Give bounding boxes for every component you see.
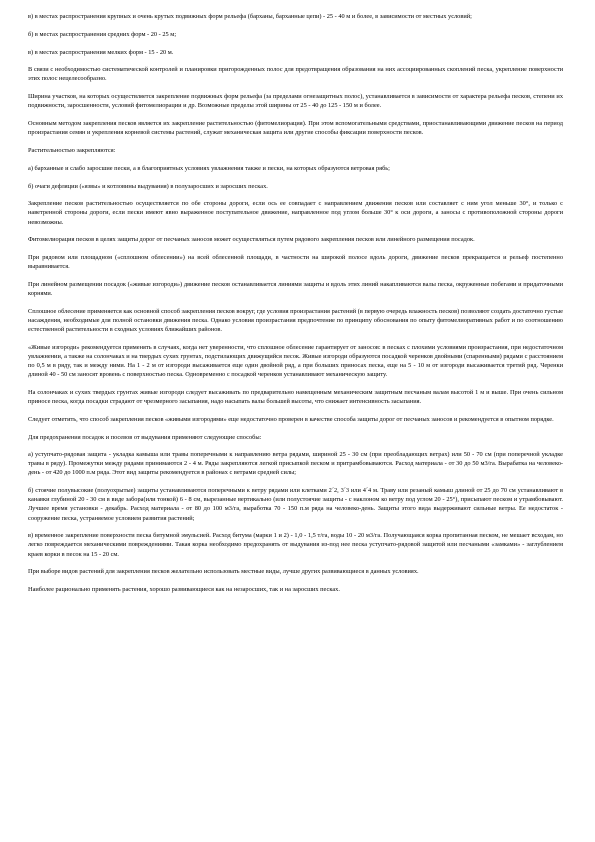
paragraph: На солончаках и сухих твердых грунтах живые изгороди следует высаживать по предварительно намещенным механическим защитным песчаным валам высотой 1 м и выше. При очень сильном приносе песка, когда посадки страдают от чрезмерного засыпания, надо насыпать валы большей высоты, что снижает интенсивность засыпания. — [28, 388, 563, 405]
paragraph: «Живые изгороди» рекомендуется применять в случаях, когда нет уверенности, что сплошное облесение гарантирует от заносов: в песках с плохими условиями произрастания, при недостаточном увлажнении, а также на солончаках и на твердых сухих грунтах, подстилающих движущийся песок. Живые изгороди образуются посадкой черенков двойными (спаренными) рядами с расстоянием по 0,5 м в ряду, так и между ними. На 1 - 2 м от изгороди высаживается еще один двойной ряд, а при больших приносах песка, еще на 5 - 10 м от изгороди высаживается третий ряд. Черенки длиной 40 - 50 см заносят вровень с поверхностью песка. Одновременно с посадкой черенков устанавливают механическую защиту. — [28, 343, 563, 379]
paragraph: Ширина участков, на которых осуществляется закрепление подвижных форм рельефа (за пределами огнезащитных полос), устанавливается в зависимости от характера рельефа песков, степени их подвижности, заросшенности, условий фитомелиорации и др. Возможные пределы этой ширины от 25 - 40 до 125 - 150 м и более. — [28, 93, 563, 110]
paragraph: б) стоячие полувысокие (полуохрытые) защиты устанавливаются поперечными к ветру рядами или клетками 2´2, 3´3 или 4´4 м. Траву или резаный камыш длиной от 25 до 70 см устанавливают в канавки глубиной 20 - 30 см в виде забора(или тонкой) 6 - 8 см, вырезанные вертикально (или полустоячие защиты - с наклоном ко ветру под углом 20 - 25°), присыпают песком и утрамбовывают. Лучшее время установки - декабрь. Расход материала - от 80 до 100 м3/га, выработка 70 - 150 п.м ряда на человеко-день. Защиты этого вида выдерживают сильные ветры. Ее недостаток - сооружение песка, устраняемое условием развития растений; — [28, 487, 563, 522]
paragraph: Сплошное облесение применяется как основной способ закрепления песков вокруг, где условия произрастания растений (в первую очередь влажность песков) позволяют создать достаточно густые насаждения, необходимые для полной остановки движения песка. Однако условия произрастания предпочтение по принципу обоснования по опыту фитомелиоративных работ и по соотношению естественной растительности в сходных условиях ближайших районов. — [28, 307, 563, 333]
paragraph: При линейном размещении посадок («живые изгороди») движение песков останавливается линиями защиты и вдоль этих линий накапливаются валы песка, окруженные побегами и придаточными корнями. — [28, 280, 563, 298]
paragraph: б) в местах распространения средних форм - 20 - 25 м; — [28, 30, 177, 38]
paragraph: Фитомелиорация песков в целях защиты дорог от песчаных заносов может осуществляться путем рядового закрепления песков или линейного размещения посадок. — [28, 236, 475, 244]
paragraph: Наиболее рационально применять растения, хорошо развивающиеся как на незаросших, так и на заросших песках. — [28, 586, 340, 594]
paragraph: Следует отметить, что способ закрепления песков «живыми изгородями» еще недостаточно проверен в качестве способа защиты дорог от песчаных заносов и рекомендуется в опытном порядке. — [28, 415, 554, 423]
paragraph: в) временное закрепление поверхности песка битумной эмульсией. Расход битума (марки 1 и 2) - 1,0 - 1,5 т/га, воды 10 - 20 м3/га. Получающаяся корка пропитанная песком, не мешает всходам, но легко повреждается механическими повреждениями. Такая корка необходимо предохранять от выдувания из-под нее песка уступчато-рядовой защитой или песчаными «замками» - заглублением краев корки в песок на 15 - 20 см. — [28, 532, 563, 558]
paragraph: Для предохранения посадок и посевов от выдувания применяют следующие способы: — [28, 433, 262, 441]
paragraph: в) в местах распространения крупных и очень крутых подвижных форм рельефа (барханы, барханные цепи) - 25 - 40 м и более, в зависимости от местных условий; — [28, 13, 472, 20]
paragraph: В связи с необходимостью систематической контролей и планировки пригорожденных полос для предотвращения образования на них ассоциированных скоплений песка, укрепление поверхности этих полос нецелесообразно. — [28, 66, 563, 83]
paragraph: б) очаги дефляции («язвы» и котловины выдувания) в полузаросших и заросших песках. — [28, 182, 268, 190]
paragraph: Закрепление песков растительностью осуществляется по обе стороны дороги, если ось ее совпадает с направлением движения песков или составляет с ним угол меньше 30°, и только с наветренной стороны дороги, если пески имеют явно выраженное поступательное движение, направленное под углом больше 30° к оси дороги, а заносы с противоположной стороны дороги невозможны. — [28, 200, 563, 226]
paragraph: При рядовом или площадном («сплошном облесении») на всей облесенной площади, в частности на широкой полосе вдоль дороги, движение песков прекращается и рельеф постепенно выравнивается. — [28, 254, 563, 271]
document-page — [28, 12, 563, 594]
paragraph: в) в местах распространения мелких форм - 15 - 20 м. — [28, 48, 174, 56]
paragraph: Растительностью закрепляются: — [28, 146, 116, 154]
paragraph: а) уступчато-рядовая защита - укладка камыша или травы поперечными к направлению ветра рядами, шириной 25 - 30 см (при преобладающих ветрах) или 50 - 70 см (при поперечной укладке травы в ряду). Промежутки между рядами принимаются 2 - 4 м. Ряды закрепляются легкой присыпкой песком и притрамбовываются. Расход материала - от 30 до 50 м3/га. Вырабатка на человеко-день - от 420 до 1000 п.м ряда. Этот вид защиты рекомендуется в районах с ветрами средней силы; — [28, 451, 563, 477]
paragraph: Основным методом закрепления песков является их закрепление растительностью (фитомелиорация). При этом вспомогательными средствами, приостанавливающими движение песков на период произрастания семян и укрепления корневой системы растений, служат механическая защита или другие способы фиксации поверхности песков. — [28, 120, 563, 137]
paragraph: При выборе видов растений для закрепления песков желательно использовать местные виды, лучше других развивающиеся в данных условиях. — [28, 568, 419, 576]
paragraph: а) барханные и слабо заросшие пески, а в благоприятных условиях увлажнения также и пески, на которых образуются ветровая рябь; — [28, 164, 390, 172]
